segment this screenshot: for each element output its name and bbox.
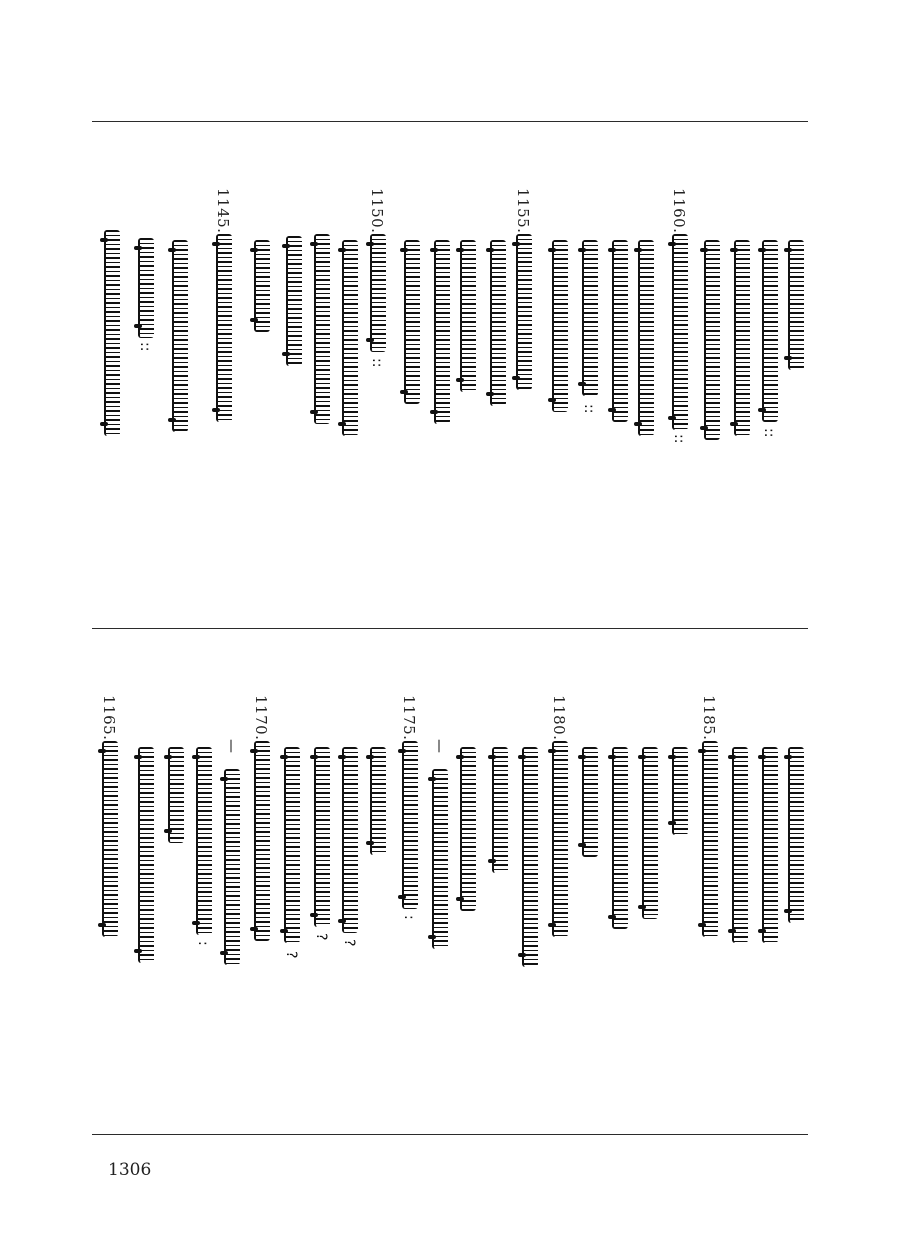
- mongolian-script-line: [402, 741, 418, 909]
- text-column: [636, 629, 662, 1134]
- text-column: [516, 629, 542, 1134]
- text-column: [756, 122, 782, 628]
- text-column: [666, 122, 692, 628]
- mongolian-script-line: [702, 741, 718, 937]
- punctuation-mark: ?: [283, 951, 299, 959]
- mongolian-script-line: [138, 747, 154, 963]
- mongolian-script-line: [552, 741, 568, 937]
- mongolian-script-line: [102, 741, 118, 937]
- text-column: [510, 122, 536, 628]
- text-column: [308, 629, 334, 1134]
- punctuation-mark: ::: [761, 428, 777, 438]
- text-column: [280, 122, 306, 628]
- text-column: [364, 629, 390, 1134]
- text-column: [428, 122, 454, 628]
- mongolian-script-line: [104, 230, 120, 436]
- lower-text-panel: [92, 629, 808, 1134]
- text-column: [166, 122, 192, 628]
- punctuation-mark: ?: [313, 933, 329, 941]
- text-column: [98, 122, 124, 628]
- mongolian-script-line: [672, 234, 688, 430]
- mongolian-script-line: [460, 240, 476, 392]
- mongolian-script-line: [672, 747, 688, 835]
- mongolian-script-line: [342, 747, 358, 933]
- mongolian-script-line: [762, 240, 778, 422]
- punctuation-mark: ::: [137, 342, 153, 352]
- page-number: 1306: [108, 1160, 152, 1180]
- verse-number: 1165.: [100, 695, 118, 741]
- mongolian-script-line: [254, 741, 270, 941]
- text-column: [308, 122, 334, 628]
- mongolian-script-line: [342, 240, 358, 436]
- mongolian-script-line: [168, 747, 184, 843]
- text-column: [606, 629, 632, 1134]
- punctuation-mark: —: [223, 739, 239, 753]
- mongolian-script-line: [582, 240, 598, 396]
- punctuation-mark: ::: [671, 434, 687, 444]
- text-column: [210, 122, 236, 628]
- text-column: [364, 122, 390, 628]
- mongolian-script-line: [704, 240, 720, 440]
- text-column: [278, 629, 304, 1134]
- text-column: [546, 629, 572, 1134]
- mongolian-script-line: [522, 747, 538, 967]
- verse-number: 1175.: [400, 695, 418, 741]
- text-column: [336, 122, 362, 628]
- mongolian-script-line: [788, 240, 804, 370]
- verse-number: 1155.: [514, 188, 532, 234]
- text-column: [396, 629, 422, 1134]
- mongolian-script-line: [138, 238, 154, 338]
- text-column: [606, 122, 632, 628]
- mongolian-script-line: [314, 234, 330, 424]
- text-column: [728, 122, 754, 628]
- verse-number: 1145.: [214, 188, 232, 234]
- text-column: [248, 122, 274, 628]
- mongolian-script-line: [642, 747, 658, 919]
- text-column: [666, 629, 692, 1134]
- punctuation-mark: ::: [369, 358, 385, 368]
- bottom-rule: [92, 1134, 808, 1135]
- text-column: [698, 122, 724, 628]
- mongolian-script-line: [172, 240, 188, 432]
- verse-number: 1160.: [670, 188, 688, 234]
- mongolian-script-line: [732, 747, 748, 943]
- mongolian-script-line: [734, 240, 750, 436]
- text-column: [96, 629, 122, 1134]
- mongolian-script-line: [434, 240, 450, 424]
- mongolian-script-line: [314, 747, 330, 927]
- mongolian-script-line: [460, 747, 476, 911]
- text-column: [576, 629, 602, 1134]
- mongolian-script-line: [286, 236, 302, 366]
- text-column: [782, 629, 808, 1134]
- text-column: [336, 629, 362, 1134]
- text-column: [486, 629, 512, 1134]
- mongolian-script-line: [492, 747, 508, 873]
- mongolian-script-line: [762, 747, 778, 943]
- punctuation-mark: ::: [581, 404, 597, 414]
- text-column: [132, 629, 158, 1134]
- mongolian-script-line: [788, 747, 804, 923]
- mongolian-script-line: [254, 240, 270, 332]
- upper-text-panel: [92, 122, 808, 628]
- mongolian-script-line: [612, 747, 628, 929]
- verse-number: 1180.: [550, 695, 568, 741]
- mongolian-script-line: [582, 747, 598, 857]
- text-column: [632, 122, 658, 628]
- punctuation-mark: :: [401, 915, 417, 920]
- text-column: [162, 629, 188, 1134]
- mongolian-script-line: [612, 240, 628, 422]
- mongolian-script-line: [216, 234, 232, 422]
- mongolian-script-line: [552, 240, 568, 412]
- mongolian-script-line: [224, 769, 240, 965]
- verse-number: 1150.: [368, 188, 386, 234]
- text-column: [756, 629, 782, 1134]
- text-column: [696, 629, 722, 1134]
- text-column: [398, 122, 424, 628]
- text-column: [726, 629, 752, 1134]
- verse-number: 1185.: [700, 695, 718, 741]
- mongolian-script-line: [404, 240, 420, 404]
- mongolian-script-line: [284, 747, 300, 943]
- punctuation-mark: :: [195, 941, 211, 946]
- text-column: [576, 122, 602, 628]
- mongolian-script-line: [638, 240, 654, 436]
- text-column: [426, 629, 452, 1134]
- punctuation-mark: —: [431, 739, 447, 753]
- text-column: [546, 122, 572, 628]
- mongolian-script-line: [370, 234, 386, 352]
- punctuation-mark: ?: [341, 939, 357, 947]
- mongolian-script-line: [432, 769, 448, 949]
- text-column: [454, 122, 480, 628]
- text-column: [454, 629, 480, 1134]
- text-column: [248, 629, 274, 1134]
- verse-number: 1170.: [252, 695, 270, 741]
- text-column: [190, 629, 216, 1134]
- text-column: [132, 122, 158, 628]
- mongolian-script-line: [490, 240, 506, 406]
- text-column: [484, 122, 510, 628]
- text-column: [218, 629, 244, 1134]
- text-column: [782, 122, 808, 628]
- mongolian-script-line: [516, 234, 532, 390]
- mongolian-script-line: [196, 747, 212, 935]
- mongolian-script-line: [370, 747, 386, 855]
